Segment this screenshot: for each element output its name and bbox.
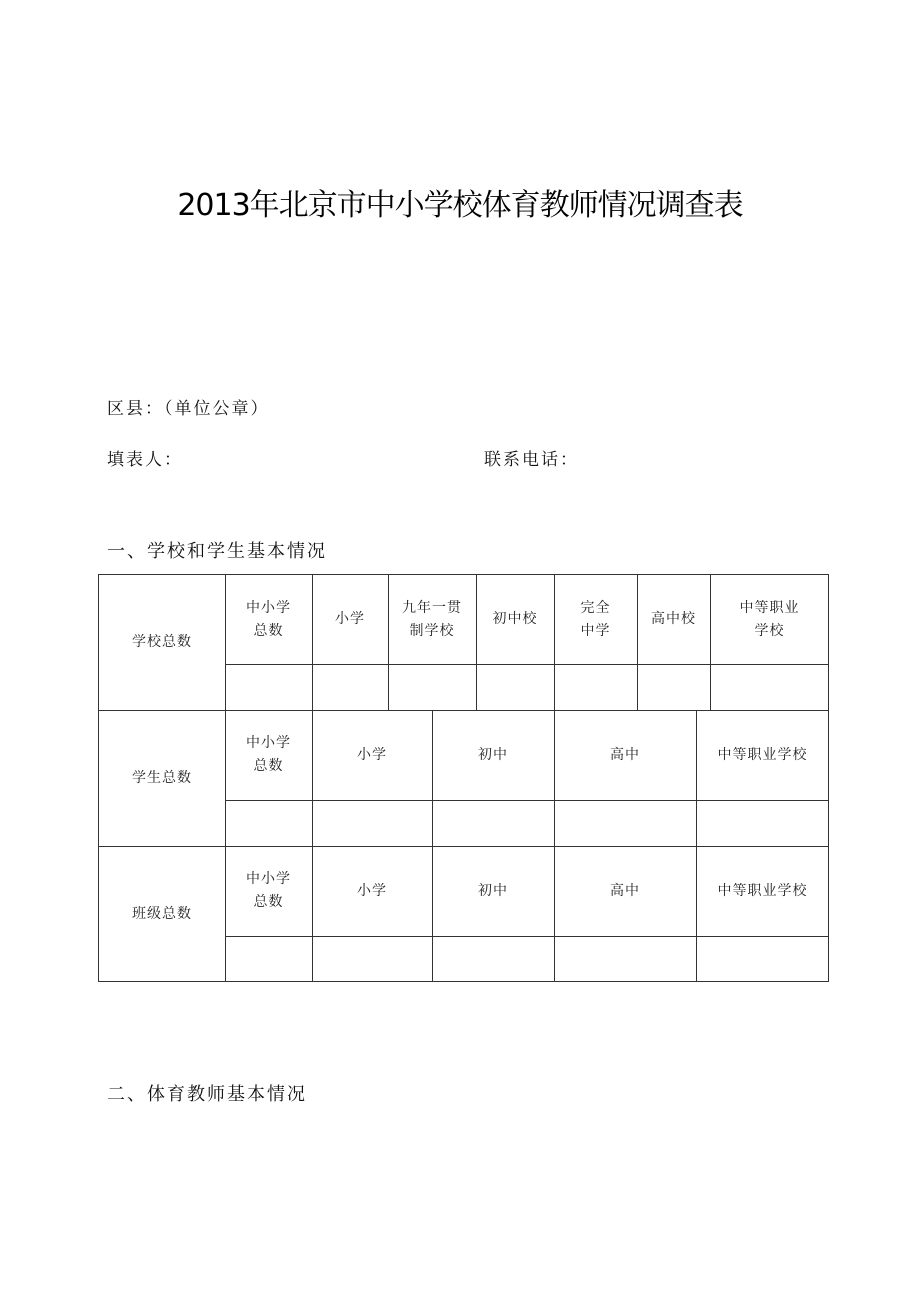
classes-header-primary: 小学 xyxy=(357,882,387,899)
students-junior-value[interactable] xyxy=(432,800,554,846)
section-2-heading: 二、体育教师基本情况 xyxy=(107,1084,307,1105)
schools-nine-year-value[interactable] xyxy=(388,664,476,710)
schools-total-value[interactable] xyxy=(225,664,312,710)
students-header-junior: 初中 xyxy=(478,746,508,763)
section-1-heading: 一、学校和学生基本情况 xyxy=(107,541,327,562)
document-title: 2013年北京市中小学校体育教师情况调查表 xyxy=(177,188,743,223)
phone-label: 联系电话： xyxy=(484,450,579,470)
classes-total-value[interactable] xyxy=(225,936,312,982)
schools-row-label: 学校总数 xyxy=(132,634,192,650)
schools-senior-value[interactable] xyxy=(637,664,710,710)
classes-vocational-value[interactable] xyxy=(696,936,829,982)
schools-header-vocational: 中等职业 学校 xyxy=(739,599,800,639)
schools-header-senior: 高中校 xyxy=(651,611,696,627)
classes-header-senior: 高中 xyxy=(610,882,640,899)
schools-primary-value[interactable] xyxy=(312,664,388,710)
students-header-primary: 小学 xyxy=(357,746,387,763)
classes-junior-value[interactable] xyxy=(432,936,554,982)
school-student-table xyxy=(98,574,829,982)
classes-header-total: 中小学 总数 xyxy=(246,871,291,910)
students-primary-value[interactable] xyxy=(312,800,432,846)
schools-header-total: 中小学 总数 xyxy=(246,599,291,639)
students-header-vocational: 中等职业学校 xyxy=(717,746,808,763)
schools-header-complete: 完全 中学 xyxy=(580,599,611,639)
students-header-senior: 高中 xyxy=(610,746,640,763)
filler-label: 填表人： xyxy=(107,450,183,470)
schools-header-primary: 小学 xyxy=(335,611,365,627)
schools-vocational-value[interactable] xyxy=(710,664,829,710)
schools-junior-value[interactable] xyxy=(476,664,554,710)
classes-header-vocational: 中等职业学校 xyxy=(717,882,808,899)
classes-row-label: 班级总数 xyxy=(132,905,192,922)
schools-header-nine-year: 九年一贯 制学校 xyxy=(402,599,462,639)
schools-complete-value[interactable] xyxy=(554,664,637,710)
classes-header-junior: 初中 xyxy=(478,882,508,899)
schools-header-junior: 初中校 xyxy=(492,611,538,627)
students-total-value[interactable] xyxy=(225,800,312,846)
students-vocational-value[interactable] xyxy=(696,800,829,846)
classes-senior-value[interactable] xyxy=(554,936,696,982)
classes-primary-value[interactable] xyxy=(312,936,432,982)
students-row-label: 学生总数 xyxy=(132,769,192,786)
students-senior-value[interactable] xyxy=(554,800,696,846)
students-header-total: 中小学 总数 xyxy=(246,735,291,774)
district-label: 区县：（单位公章） xyxy=(107,399,270,419)
